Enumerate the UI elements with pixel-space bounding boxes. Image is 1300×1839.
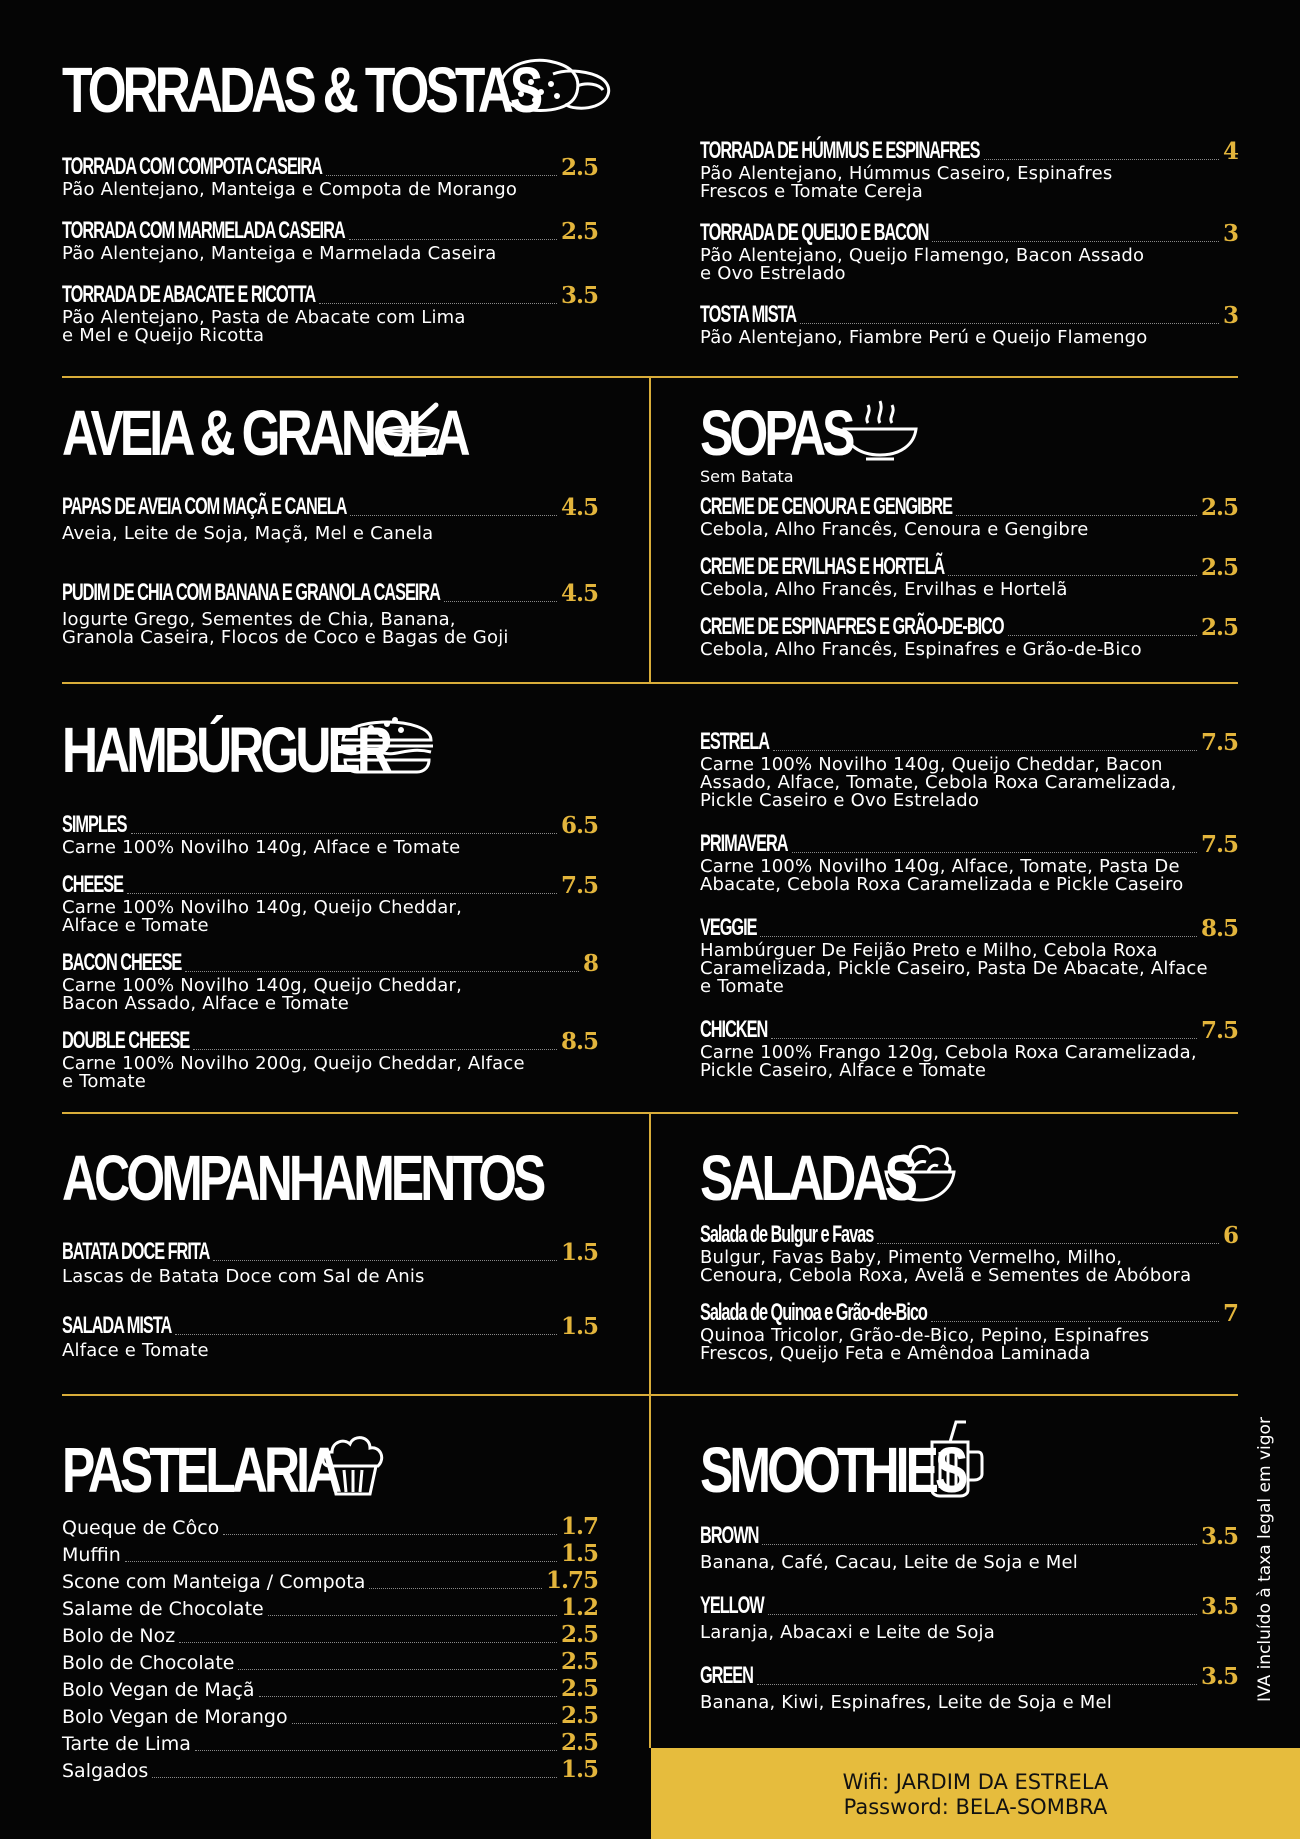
menu-item-name: Salada de Bulgur e Favas: [700, 1221, 874, 1248]
menu-item-name: CHEESE: [62, 871, 123, 898]
sopas-list: [700, 495, 1238, 675]
menu-item-price: 3.5: [560, 282, 598, 309]
description-line: Carne 100% Frango 120g, Cebola Roxa Caramelizada,: [700, 1042, 1197, 1063]
leader-dots: [948, 574, 1197, 576]
aveia-list: [62, 495, 598, 685]
description-line: Lascas de Batata Doce com Sal de Anis: [62, 1266, 425, 1287]
pastry-name: Queque de Côco: [62, 1517, 220, 1539]
pastry-item: [62, 1754, 598, 1781]
menu-item-description: [62, 1268, 598, 1286]
sopas-note: Sem Batata: [700, 467, 794, 486]
menu-item-name: CREME DE ERVILHAS E HORTELÃ: [700, 553, 945, 580]
leader-dots: [877, 1242, 1219, 1244]
menu-item-name-wrap: [62, 581, 440, 605]
menu-item-description: [700, 1044, 1238, 1080]
description-line: Carne 100% Novilho 140g, Alface e Tomate: [62, 837, 461, 858]
soup-bowl-icon: [840, 395, 920, 465]
pastry-item: [62, 1673, 598, 1700]
section-aveia: [62, 395, 598, 469]
leader-dots: [292, 1722, 557, 1724]
menu-item-name-wrap: [700, 1594, 764, 1618]
menu-item: [700, 139, 1238, 201]
leader-dots: [350, 514, 557, 516]
wifi-network: Wifi: JARDIM DA ESTRELA: [842, 1770, 1109, 1794]
menu-item-price: 1.5: [560, 1313, 598, 1340]
menu-item: [700, 303, 1238, 347]
menu-item-header: [62, 813, 598, 837]
menu-item-name: BACON CHEESE: [62, 949, 182, 976]
leader-dots: [238, 1668, 557, 1670]
pastry-name: Salame de Chocolate: [62, 1598, 264, 1620]
leader-dots: [792, 851, 1197, 853]
menu-item-name: DOUBLE CHEESE: [62, 1027, 190, 1054]
description-line: e Tomate: [700, 976, 785, 997]
menu-item: [700, 495, 1238, 539]
description-line: Bacon Assado, Alface e Tomate: [62, 993, 350, 1014]
menu-item-name-wrap: [62, 1029, 189, 1053]
menu-item-header: [700, 139, 1238, 163]
description-line: Carne 100% Novilho 140g, Alface, Tomate, Pasta De: [700, 856, 1180, 877]
section-title-smoothies: SMOOTHIES: [700, 1434, 965, 1506]
description-line: Pickle Caseiro, Alface e Tomate: [700, 1060, 987, 1081]
menu-item-price: 4.5: [560, 580, 598, 607]
leader-dots: [773, 749, 1197, 751]
leader-dots: [131, 832, 557, 834]
menu-item-description: [700, 581, 1238, 599]
leader-dots: [213, 1259, 557, 1261]
pastry-name: Bolo Vegan de Maçã: [62, 1679, 255, 1701]
leader-dots: [768, 1613, 1197, 1615]
menu-item-description: [700, 521, 1238, 539]
leader-dots: [185, 970, 579, 972]
description-line: Carne 100% Novilho 200g, Queijo Cheddar, Alface: [62, 1053, 525, 1074]
pastry-price: 1.5: [560, 1756, 598, 1783]
description-line: Laranja, Abacaxi e Leite de Soja: [700, 1622, 995, 1643]
leader-dots: [326, 174, 557, 176]
section-sopas: [700, 395, 1238, 486]
menu-item-name-wrap: [62, 283, 315, 307]
menu-item: [700, 555, 1238, 599]
description-line: Pão Alentejano, Fiambre Perú e Queijo Flamengo: [700, 327, 1148, 348]
menu-item-price: 3.5: [1200, 1523, 1238, 1550]
menu-item-header: [700, 615, 1238, 639]
menu-item-name: BATATA DOCE FRITA: [62, 1238, 210, 1265]
menu-item-name: SIMPLES: [62, 811, 127, 838]
leader-dots: [956, 514, 1197, 516]
pastry-price: 1.2: [560, 1594, 598, 1621]
menu-item: [62, 1240, 598, 1286]
acompanhamentos-list: [62, 1240, 598, 1388]
menu-item-name: TORRADA DE HÚMMUS E ESPINAFRES: [700, 137, 980, 164]
saladas-list: [700, 1223, 1238, 1379]
pastry-price: 2.5: [560, 1702, 598, 1729]
description-line: Pão Alentejano, Manteiga e Compota de Morango: [62, 179, 518, 200]
menu-item-price: 3.5: [1200, 1663, 1238, 1690]
leader-dots: [349, 238, 557, 240]
leader-dots: [762, 1543, 1197, 1545]
description-line: Banana, Kiwi, Espinafres, Leite de Soja e Mel: [700, 1692, 1112, 1713]
description-line: Banana, Café, Cacau, Leite de Soja e Mel: [700, 1552, 1078, 1573]
menu-item: [62, 155, 598, 199]
menu-item-description: [700, 858, 1238, 894]
menu-item-name: CREME DE ESPINAFRES E GRÃO-DE-BICO: [700, 613, 1004, 640]
leader-dots: [800, 322, 1219, 324]
description-line: Pão Alentejano, Pasta de Abacate com Lima: [62, 307, 466, 328]
menu-item-price: 4: [1222, 138, 1238, 165]
pastry-name: Tarte de Lima: [62, 1733, 191, 1755]
menu-item-header: [62, 1240, 598, 1264]
pastry-name: Bolo de Noz: [62, 1625, 176, 1647]
menu-item: [700, 1594, 1238, 1642]
menu-item-description: [62, 309, 598, 345]
menu-item-description: [700, 329, 1238, 347]
menu-item-price: 4.5: [560, 494, 598, 521]
menu-item-name: PAPAS DE AVEIA COM MAÇÃ E CANELA: [62, 493, 347, 520]
menu-item-description: [62, 611, 598, 647]
menu-item-description: [62, 1055, 598, 1091]
menu-item-price: 2.5: [1200, 494, 1238, 521]
pastelaria-list: [62, 1511, 598, 1781]
section-torradas: [62, 52, 1242, 126]
section-title-acompanhamentos: ACOMPANHAMENTOS: [62, 1142, 543, 1214]
menu-item-name-wrap: [700, 1664, 753, 1688]
leader-dots: [760, 935, 1197, 937]
description-line: Alface e Tomate: [62, 915, 209, 936]
pastry-item: [62, 1511, 598, 1538]
divider: [649, 1396, 651, 1748]
leader-dots: [1008, 634, 1197, 636]
description-line: e Ovo Estrelado: [700, 263, 846, 284]
menu-item-header: [700, 221, 1238, 245]
menu-item-name: SALADA MISTA: [62, 1312, 172, 1339]
menu-item-name-wrap: [62, 219, 345, 243]
menu-item-name-wrap: [700, 221, 928, 245]
pastry-item: [62, 1538, 598, 1565]
menu-item-header: [62, 951, 598, 975]
menu-item: [62, 283, 598, 345]
menu-item-name: VEGGIE: [700, 914, 757, 941]
menu-item-header: [62, 1029, 598, 1053]
menu-item: [62, 581, 598, 647]
smoothies-list: [700, 1524, 1238, 1734]
description-line: Iogurte Grego, Sementes de Chia, Banana,: [62, 609, 456, 630]
pastry-price: 2.5: [560, 1648, 598, 1675]
pastry-price: 1.5: [560, 1540, 598, 1567]
menu-item-description: [700, 942, 1238, 996]
pastry-price: 1.7: [560, 1513, 598, 1540]
description-line: Alface e Tomate: [62, 1340, 209, 1361]
menu-item-name-wrap: [700, 916, 756, 940]
menu-item-description: [700, 165, 1238, 201]
menu-item-header: [62, 1314, 598, 1338]
menu-item: [700, 1301, 1238, 1363]
leader-dots: [195, 1749, 557, 1751]
menu-item-description: [700, 1249, 1238, 1285]
pastry-name: Bolo Vegan de Morango: [62, 1706, 288, 1728]
pastry-price: 1.75: [545, 1567, 598, 1594]
menu-item: [700, 615, 1238, 659]
menu-item-name-wrap: [62, 1240, 209, 1264]
pastry-item: [62, 1727, 598, 1754]
description-line: Cebola, Alho Francês, Espinafres e Grão-de-Bico: [700, 639, 1142, 660]
leader-dots: [268, 1614, 557, 1616]
section-title-pastelaria: PASTELARIA: [62, 1434, 339, 1506]
menu-item-price: 7.5: [560, 872, 598, 899]
menu-item-name: TORRADA COM COMPOTA CASEIRA: [62, 153, 322, 180]
menu-item-description: [62, 899, 598, 935]
menu-item-name: Salada de Quinoa e Grão-de-Bico: [700, 1299, 927, 1326]
menu-item-description: [700, 1694, 1238, 1712]
menu-item-name: ESTRELA: [700, 728, 770, 755]
menu-item-description: [62, 245, 598, 263]
leader-dots: [179, 1641, 557, 1643]
pastry-item: [62, 1565, 598, 1592]
menu-item-description: [700, 247, 1238, 283]
menu-item-header: [700, 730, 1238, 754]
menu-item: [700, 1664, 1238, 1712]
menu-item-name: PRIMAVERA: [700, 830, 788, 857]
leader-dots: [127, 892, 557, 894]
menu-item: [700, 832, 1238, 894]
menu-item-name: CREME DE CENOURA E GENGIBRE: [700, 493, 953, 520]
leader-dots: [771, 1037, 1197, 1039]
menu-item-price: 3.5: [1200, 1593, 1238, 1620]
description-line: Carne 100% Novilho 140g, Queijo Cheddar,: [62, 975, 463, 996]
torradas-right-column: [700, 139, 1238, 367]
divider: [62, 682, 1238, 684]
menu-item-header: [62, 581, 598, 605]
menu-item-name-wrap: [700, 615, 1004, 639]
description-line: Cebola, Alho Francês, Ervilhas e Hortelã: [700, 579, 1068, 600]
pastry-name: Scone com Manteiga / Compota: [62, 1571, 366, 1593]
menu-item-header: [700, 303, 1238, 327]
menu-item-header: [62, 155, 598, 179]
menu-item: [62, 951, 598, 1013]
leader-dots: [193, 1048, 557, 1050]
leader-dots: [125, 1560, 557, 1562]
menu-item-name: GREEN: [700, 1662, 753, 1689]
menu-item-name-wrap: [700, 1223, 873, 1247]
leader-dots: [984, 158, 1219, 160]
description-line: Pão Alentejano, Queijo Flamengo, Bacon Assado: [700, 245, 1145, 266]
menu-item-header: [700, 1664, 1238, 1688]
menu-item-header: [700, 495, 1238, 519]
menu-item-header: [62, 283, 598, 307]
menu-item-name: YELLOW: [700, 1592, 764, 1619]
description-line: Caramelizada, Pickle Caseiro, Pasta De Abacate, Alface: [700, 958, 1208, 979]
menu-item-description: [62, 1342, 598, 1360]
menu-item-description: [62, 181, 598, 199]
section-title-hamburguer: HAMBÚRGUER: [62, 714, 390, 786]
menu-item-description: [62, 839, 598, 857]
menu-item-name: BROWN: [700, 1522, 759, 1549]
menu-item-header: [700, 555, 1238, 579]
description-line: e Mel e Queijo Ricotta: [62, 325, 265, 346]
section-title-torradas: TORRADAS & TOSTAS: [62, 54, 540, 126]
section-title-saladas: SALADAS: [700, 1142, 914, 1214]
description-line: Abacate, Cebola Roxa Caramelizada e Pickle Caseiro: [700, 874, 1184, 895]
description-line: e Tomate: [62, 1071, 147, 1092]
menu-item-name-wrap: [62, 1314, 171, 1338]
menu-item-name-wrap: [62, 873, 123, 897]
leader-dots: [319, 302, 557, 304]
description-line: Carne 100% Novilho 140g, Queijo Cheddar, Bacon: [700, 754, 1163, 775]
description-line: Assado, Alface, Tomate, Cebola Roxa Caramelizada,: [700, 772, 1177, 793]
wifi-password: Password: BELA-SOMBRA: [843, 1795, 1108, 1819]
menu-item-price: 3: [1222, 302, 1238, 329]
description-line: Frescos e Tomate Cereja: [700, 181, 924, 202]
menu-item-name-wrap: [700, 139, 980, 163]
leader-dots: [175, 1333, 557, 1335]
hamburguer-left-column: [62, 813, 598, 1107]
menu-item-price: 7.5: [1200, 831, 1238, 858]
description-line: Frescos, Queijo Feta e Amêndoa Laminada: [700, 1343, 1091, 1364]
menu-item-price: 6: [1222, 1222, 1238, 1249]
menu-item-price: 2.5: [560, 218, 598, 245]
menu-item-name: PUDIM DE CHIA COM BANANA E GRANOLA CASEIRA: [62, 579, 440, 606]
menu-item-price: 1.5: [560, 1239, 598, 1266]
menu-item-header: [62, 495, 598, 519]
leader-dots: [259, 1695, 557, 1697]
menu-item-price: 8: [582, 950, 598, 977]
menu-item-header: [700, 1594, 1238, 1618]
description-line: Pão Alentejano, Húmmus Caseiro, Espinafres: [700, 163, 1113, 184]
menu-item-name-wrap: [700, 303, 796, 327]
description-line: Cebola, Alho Francês, Cenoura e Gengibre: [700, 519, 1089, 540]
menu-item-name: TORRADA DE QUEIJO E BACON: [700, 219, 929, 246]
menu-item-header: [700, 1223, 1238, 1247]
menu-item-name-wrap: [700, 1018, 767, 1042]
menu-item-description: [700, 1554, 1238, 1572]
menu-item-header: [700, 832, 1238, 856]
description-line: Pão Alentejano, Manteiga e Marmelada Caseira: [62, 243, 497, 264]
menu-item-header: [700, 916, 1238, 940]
menu-item: [700, 730, 1238, 810]
menu-item-header: [700, 1018, 1238, 1042]
section-title-aveia: AVEIA & GRANOLA: [62, 397, 467, 469]
menu-item: [700, 1524, 1238, 1572]
pastry-name: Muffin: [62, 1544, 121, 1566]
section-title-sopas: SOPAS: [700, 397, 852, 469]
description-line: Pickle Caseiro e Ovo Estrelado: [700, 790, 980, 811]
description-line: Bulgur, Favas Baby, Pimento Vermelho, Milho,: [700, 1247, 1123, 1268]
menu-item-name: TOSTA MISTA: [700, 301, 797, 328]
pastry-item: [62, 1619, 598, 1646]
description-line: Aveia, Leite de Soja, Maçã, Mel e Canela: [62, 523, 434, 544]
menu-item-name-wrap: [62, 495, 346, 519]
menu-item-name-wrap: [700, 1524, 758, 1548]
divider: [649, 378, 651, 683]
menu-item-price: 6.5: [560, 812, 598, 839]
menu-item: [700, 1223, 1238, 1285]
hamburguer-right-column: [700, 730, 1238, 1102]
menu-item: [62, 495, 598, 543]
menu-item: [62, 1314, 598, 1360]
menu-item-name-wrap: [62, 951, 181, 975]
menu-item-price: 8.5: [560, 1028, 598, 1055]
menu-item-description: [700, 756, 1238, 810]
vat-note: IVA incluído à taxa legal em vigor: [1255, 1417, 1275, 1702]
menu-item-name-wrap: [700, 730, 769, 754]
menu-item: [700, 916, 1238, 996]
menu-item-description: [700, 1624, 1238, 1642]
pastry-item: [62, 1700, 598, 1727]
menu-item-name-wrap: [62, 813, 127, 837]
menu-item-price: 8.5: [1200, 915, 1238, 942]
description-line: Carne 100% Novilho 140g, Queijo Cheddar,: [62, 897, 463, 918]
menu-item-price: 3: [1222, 220, 1238, 247]
menu-item-description: [700, 641, 1238, 659]
divider: [649, 1114, 651, 1394]
section-hamburguer: [62, 712, 598, 786]
menu-item-price: 7: [1222, 1300, 1238, 1327]
description-line: Cenoura, Cebola Roxa, Avelã e Sementes de Abóbora: [700, 1265, 1192, 1286]
description-line: Quinoa Tricolor, Grão-de-Bico, Pepino, Espinafres: [700, 1325, 1150, 1346]
menu-item: [700, 1018, 1238, 1080]
leader-dots: [369, 1587, 542, 1589]
menu-item: [62, 813, 598, 857]
wifi-info-box: [651, 1748, 1300, 1839]
menu-item: [62, 1029, 598, 1091]
menu-item-price: 2.5: [1200, 554, 1238, 581]
pastry-name: Bolo de Chocolate: [62, 1652, 235, 1674]
menu-item-header: [700, 1301, 1238, 1325]
pastry-item: [62, 1646, 598, 1673]
menu-item-name: CHICKEN: [700, 1016, 768, 1043]
menu-item-name: TORRADA DE ABACATE E RICOTTA: [62, 281, 316, 308]
menu-item: [700, 221, 1238, 283]
section-pastelaria: [62, 1432, 598, 1506]
pastry-name: Salgados: [62, 1760, 149, 1782]
menu-item-name-wrap: [700, 832, 788, 856]
section-acompanhamentos: [62, 1140, 598, 1214]
menu-item-header: [62, 219, 598, 243]
menu-item-description: [700, 1327, 1238, 1363]
description-line: Hambúrguer De Feijão Preto e Milho, Cebola Roxa: [700, 940, 1158, 961]
leader-dots: [931, 1320, 1219, 1322]
menu-item: [62, 873, 598, 935]
leader-dots: [932, 240, 1219, 242]
torradas-left-column: [62, 155, 598, 365]
leader-dots: [223, 1533, 557, 1535]
menu-item-name-wrap: [700, 495, 952, 519]
menu-item-name-wrap: [700, 555, 944, 579]
menu-item-price: 7.5: [1200, 729, 1238, 756]
pastry-item: [62, 1592, 598, 1619]
menu-item-description: [62, 977, 598, 1013]
menu-item-price: 2.5: [1200, 614, 1238, 641]
section-smoothies: [700, 1432, 1238, 1506]
menu-item-name-wrap: [62, 155, 322, 179]
leader-dots: [757, 1683, 1197, 1685]
leader-dots: [152, 1776, 557, 1778]
pastry-price: 2.5: [560, 1675, 598, 1702]
pastry-price: 2.5: [560, 1621, 598, 1648]
leader-dots: [444, 600, 557, 602]
menu-item-price: 7.5: [1200, 1017, 1238, 1044]
menu-item-header: [700, 1524, 1238, 1548]
menu-item-name: TORRADA COM MARMELADA CASEIRA: [62, 217, 345, 244]
menu-item: [62, 219, 598, 263]
menu-item-price: 2.5: [560, 154, 598, 181]
menu-item-header: [62, 873, 598, 897]
menu-item-description: [62, 525, 598, 543]
menu-item-name-wrap: [700, 1301, 927, 1325]
section-saladas: [700, 1140, 1238, 1214]
description-line: Granola Caseira, Flocos de Coco e Bagas de Goji: [62, 627, 509, 648]
pastry-price: 2.5: [560, 1729, 598, 1756]
